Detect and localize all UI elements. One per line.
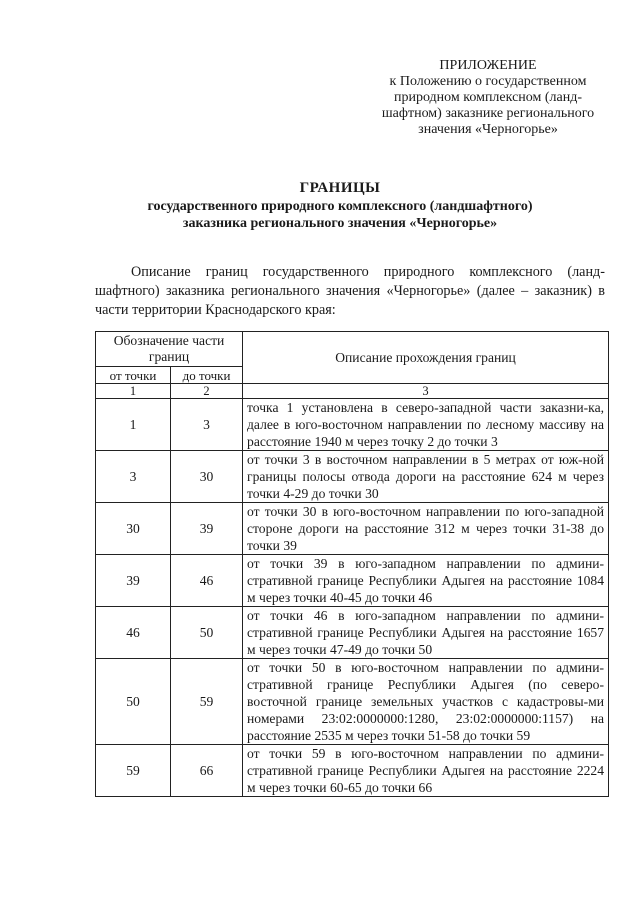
from-point: 30 bbox=[96, 503, 171, 555]
from-point: 39 bbox=[96, 555, 171, 607]
column-number: 2 bbox=[171, 384, 243, 399]
to-point: 39 bbox=[171, 503, 243, 555]
table-row bbox=[96, 555, 609, 607]
from-point: 50 bbox=[96, 659, 171, 745]
title-line-2: заказника регионального значения «Черногорье» bbox=[182, 216, 498, 231]
header-to-point: до точки bbox=[171, 367, 243, 384]
boundaries-table bbox=[95, 331, 609, 797]
header-description: Описание прохождения границ bbox=[243, 332, 609, 384]
column-number: 1 bbox=[96, 384, 171, 399]
header-from-point: от точки bbox=[96, 367, 171, 384]
to-point: 50 bbox=[171, 607, 243, 659]
appendix-line: шафтном) заказнике регионального bbox=[381, 106, 595, 121]
boundary-description: от точки 30 в юго-восточном направлении по юго-западной стороне дороги на расстояние 312 м через точки 31-38 до точки 39 bbox=[243, 503, 609, 555]
table-row bbox=[96, 659, 609, 745]
appendix-block bbox=[368, 58, 608, 138]
appendix-line: значения «Черногорье» bbox=[418, 122, 558, 137]
from-point: 46 bbox=[96, 607, 171, 659]
boundary-description: от точки 39 в юго-западном направлении по админи-стративной границе Республики Адыгея на расстояние 1084 м через точки 40-45 до точки 46 bbox=[243, 555, 609, 607]
boundary-description: точка 1 установлена в северо-западной части заказни-ка, далее в юго-восточном направлении по лесному массиву на расстояние 1940 м через точку 2 до точки 3 bbox=[243, 399, 609, 451]
boundary-description: от точки 3 в восточном направлении в 5 метрах от юж-ной границы полосы отвода дороги на расстояние 624 м через точки 4-29 до точки 30 bbox=[243, 451, 609, 503]
table-row bbox=[96, 745, 609, 797]
appendix-heading: ПРИЛОЖЕНИЕ bbox=[439, 58, 537, 73]
intro-paragraph: Описание границ государственного природного комплексного (ланд-шафтного) заказника регионального значения «Черногорье» (далее – заказник) в части территории Краснодарского края: bbox=[95, 264, 605, 318]
header-boundary-part: Обозначение части границ bbox=[96, 332, 243, 367]
document-title bbox=[60, 178, 620, 232]
table-row bbox=[96, 607, 609, 659]
from-point: 1 bbox=[96, 399, 171, 451]
title-main: ГРАНИЦЫ bbox=[299, 180, 381, 196]
column-number: 3 bbox=[243, 384, 609, 399]
boundary-description: от точки 50 в юго-восточном направлении по админи-стративной границе Республики Адыгея (по северо-восточной границе земельных участков с кадастровы-ми номерами 23:02:0000000:1280, 23:02:0000000:1157) на расстояние 2535 м через точки 51-58 до точки 59 bbox=[243, 659, 609, 745]
to-point: 46 bbox=[171, 555, 243, 607]
to-point: 3 bbox=[171, 399, 243, 451]
to-point: 59 bbox=[171, 659, 243, 745]
title-line-1: государственного природного комплексного (ландшафтного) bbox=[147, 199, 533, 214]
to-point: 66 bbox=[171, 745, 243, 797]
appendix-line: к Положению о государственном bbox=[389, 74, 587, 89]
boundary-description: от точки 59 в юго-восточном направлении по админи-стративной границе Республики Адыгея на расстояние 2224 м через точки 60-65 до точки 66 bbox=[243, 745, 609, 797]
to-point: 30 bbox=[171, 451, 243, 503]
table-row bbox=[96, 451, 609, 503]
boundary-description: от точки 46 в юго-западном направлении по админи-стративной границе Республики Адыгея на расстояние 1657 м через точки 47-49 до точки 50 bbox=[243, 607, 609, 659]
table-row bbox=[96, 503, 609, 555]
from-point: 59 bbox=[96, 745, 171, 797]
from-point: 3 bbox=[96, 451, 171, 503]
table-row bbox=[96, 399, 609, 451]
appendix-line: природном комплексном (ланд- bbox=[393, 90, 583, 105]
